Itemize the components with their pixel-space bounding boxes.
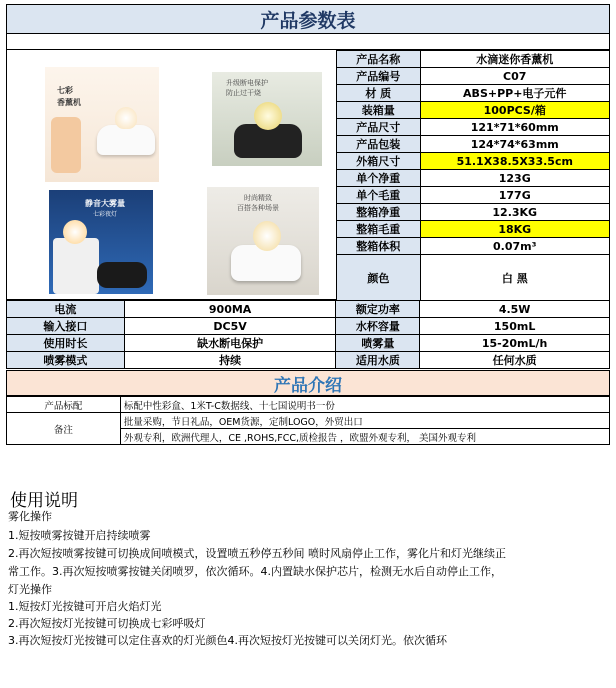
spec-label: 装箱量 — [337, 102, 421, 119]
spec-label: 整箱净重 — [337, 204, 421, 221]
spec-row — [337, 153, 610, 170]
usage-line: 1.短按喷雾按键开启持续喷雾 — [8, 529, 151, 542]
spec-label: 产品名称 — [337, 51, 421, 68]
notes-row-remark-1 — [7, 413, 610, 429]
spec-value: 15-20mL/h — [420, 335, 610, 352]
flame-glow — [253, 221, 281, 251]
usage-line: 常工作。3.再次短按喷雾按键关闭喷罗，依次循环。4.内置缺水保护芯片，检测无水后自动停止工作， — [8, 565, 502, 578]
spec-label: 产品编号 — [337, 68, 421, 85]
diffuser-white — [97, 125, 155, 155]
spec-value: 缺水断电保护 — [124, 335, 336, 352]
spec-label: 产品包装 — [337, 136, 421, 153]
blank-row — [6, 34, 610, 50]
spec-value: 177G — [420, 187, 610, 204]
notes-value: 外观专利，欧洲代理人，CE ,ROHS,FCC,质检报告 ，欧盟外观专利， 美国外观专利 — [120, 429, 609, 445]
spec-label: 额定功率 — [336, 301, 420, 318]
notes-row-standard — [7, 397, 610, 413]
spec-value: 任何水质 — [420, 352, 610, 369]
spec-label: 喷雾量 — [336, 335, 420, 352]
page-title: 产品参数表 — [6, 4, 610, 34]
spec-row — [7, 318, 610, 335]
notes-table — [6, 396, 610, 445]
product-image-4-caption: 时尚精致 百搭各种场景 — [237, 194, 279, 212]
product-image-3 — [49, 190, 153, 294]
notes-value: 批量采购，节日礼品，OEM货源，定制LOGO，外贸出口 — [120, 413, 609, 429]
diffuser-black-small — [97, 262, 147, 288]
product-image-1-caption: 七彩 香薰机 — [57, 86, 81, 107]
spec-label: 喷雾模式 — [7, 352, 125, 369]
spec-label: 输入接口 — [7, 318, 125, 335]
spec-row — [337, 187, 610, 204]
usage-line: 2.再次短按喷雾按键可切换成间喷模式，设置喷五秒停五秒间 喷时风扇停止工作，雾化片和灯光继续正 — [8, 547, 506, 560]
usage-line: 1.短按灯光按键可开启火焰灯光 — [8, 600, 162, 613]
spec-label: 整箱体积 — [337, 238, 421, 255]
usage-line: 雾化操作 — [8, 510, 52, 523]
spec-label: 单个净重 — [337, 170, 421, 187]
spec-value: 18KG — [420, 221, 610, 238]
spec-value: DC5V — [124, 318, 336, 335]
spec-value: 12.3KG — [420, 204, 610, 221]
spec-table-bottom — [6, 300, 610, 369]
spec-value: ABS+PP+电子元件 — [420, 85, 610, 102]
spec-row — [337, 136, 610, 153]
spec-label: 材 质 — [337, 85, 421, 102]
spec-label: 适用水质 — [336, 352, 420, 369]
spec-value: 持续 — [124, 352, 336, 369]
product-image-4 — [207, 187, 319, 295]
spec-value: 4.5W — [420, 301, 610, 318]
mist-plume — [63, 220, 87, 244]
product-image-3-caption: 静音大雾量 七彩夜灯 — [85, 199, 125, 218]
product-image-2 — [212, 72, 322, 166]
color-palette-decoration — [51, 117, 81, 173]
spec-row — [337, 221, 610, 238]
spec-label: 单个毛重 — [337, 187, 421, 204]
mist-plume — [115, 107, 137, 129]
spec-label: 整箱毛重 — [337, 221, 421, 238]
spec-row — [337, 119, 610, 136]
spec-label: 电流 — [7, 301, 125, 318]
spec-value: 51.1X38.5X33.5cm — [420, 153, 610, 170]
notes-label: 备注 — [7, 413, 121, 445]
spec-row — [337, 85, 610, 102]
spec-label: 外箱尺寸 — [337, 153, 421, 170]
color-table — [336, 254, 610, 301]
spec-label: 颜色 — [337, 255, 421, 301]
spec-value: 白 黑 — [420, 255, 609, 301]
spec-row — [337, 102, 610, 119]
spec-table-right — [336, 50, 610, 255]
spec-row — [337, 170, 610, 187]
spec-row — [337, 51, 610, 68]
spec-value: 水滴迷你香薰机 — [420, 51, 610, 68]
usage-line: 3.再次短按灯光按键可以定住喜欢的灯光颜色4.再次短按灯光按键可以关闭灯光。依次循环 — [8, 634, 447, 647]
spec-row — [337, 238, 610, 255]
spec-value: 100PCS/箱 — [420, 102, 610, 119]
spec-value: C07 — [420, 68, 610, 85]
notes-value: 标配中性彩盒、1米T-C数据线、十七国说明书一份 — [120, 397, 609, 413]
spec-value: 123G — [420, 170, 610, 187]
spec-label: 使用时长 — [7, 335, 125, 352]
spec-row — [7, 352, 610, 369]
spec-value: 0.07m³ — [420, 238, 610, 255]
product-image-1 — [45, 67, 159, 182]
notes-label: 产品标配 — [7, 397, 121, 413]
spec-value: 900MA — [124, 301, 336, 318]
spec-row-color — [337, 255, 610, 301]
diffuser-white-pedestal — [53, 238, 99, 294]
flame-glow — [254, 102, 282, 130]
spec-value: 150mL — [420, 318, 610, 335]
spec-row — [7, 301, 610, 318]
product-image-2-caption: 升级断电保护 防止过干烧 — [226, 79, 268, 97]
spec-row — [337, 204, 610, 221]
intro-title: 产品介绍 — [6, 370, 610, 396]
spec-label: 产品尺寸 — [337, 119, 421, 136]
product-image-area — [6, 50, 336, 300]
usage-title: 使用说明 — [10, 491, 78, 511]
spec-value: 121*71*60mm — [420, 119, 610, 136]
usage-line: 2.再次短按灯光按键可切换成七彩呼吸灯 — [8, 617, 206, 630]
spec-row — [337, 68, 610, 85]
spec-label: 水杯容量 — [336, 318, 420, 335]
spec-row — [7, 335, 610, 352]
spec-value: 124*74*63mm — [420, 136, 610, 153]
usage-line: 灯光操作 — [8, 583, 52, 596]
